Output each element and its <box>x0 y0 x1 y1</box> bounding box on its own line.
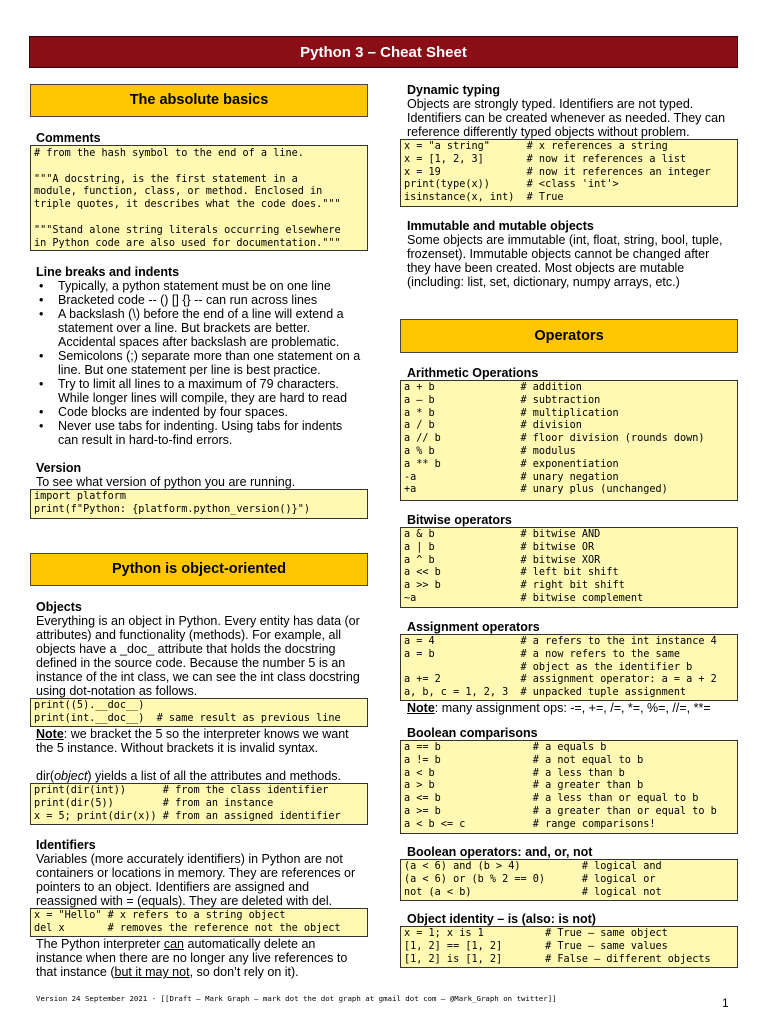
text-part: automatically delete an instance when there are no longer any live references to that instance ( <box>36 937 348 979</box>
identifiers-heading: Identifiers <box>36 838 96 852</box>
list-item: • Try to limit all lines to a maximum of 79 characters. While longer lines will compile, they are hard to read <box>36 377 361 405</box>
version-code-box: import platform print(f"Python: {platform.python_version()}") <box>30 489 368 519</box>
objects-code-box: print((5).__doc__) print(int.__doc__) # same result as previous line <box>30 698 368 727</box>
page-number: 1 <box>722 996 729 1010</box>
identifiers-code-box: x = "Hello" # x refers to a string object del x # removes the reference not the object <box>30 908 368 937</box>
list-item: • Never use tabs for indenting. Using tabs for indents can result in hard-to-find errors. <box>36 419 361 447</box>
comments-heading: Comments <box>36 131 101 145</box>
dynamic-typing-code-box: x = "a string" # x references a string x = [1, 2, 3] # now it references a list x = 19 # now it references an integer print(type(x)) # <class 'int'> isinstance(x, int) # True <box>400 139 738 207</box>
dynamic-typing-heading: Dynamic typing <box>407 83 501 97</box>
list-item: • Typically, a python statement must be on one line <box>36 279 361 293</box>
right-column-operators <box>404 366 741 968</box>
dynamic-typing-text: Objects are strongly typed. Identifiers are not typed. Identifiers can be created whenever as needed. They can reference differently typed objects without problem. <box>407 97 726 139</box>
identity-heading: Object identity – is (also: is not) <box>407 912 596 926</box>
boolean-comparisons-heading: Boolean comparisons <box>407 726 538 740</box>
objects-block <box>36 600 368 979</box>
dir-text <box>36 769 368 783</box>
note-text: : we bracket the 5 so the interpreter knows we want the 5 instance. Without brackets it is invalid syntax. <box>36 727 349 755</box>
arithmetic-code-box: a + b # addition a – b # subtraction a * b # multiplication a / b # division a // b # floor division (rounds down) a % b # modulus a ** b # exponentiation -a # unary negation +a # unary plus (unchanged) <box>400 380 738 501</box>
section-heading-basics: The absolute basics <box>30 84 368 117</box>
arithmetic-heading: Arithmetic Operations <box>407 366 539 380</box>
mutable-heading: Immutable and mutable objects <box>407 219 594 233</box>
line-breaks-list <box>36 279 361 447</box>
section-heading-object-oriented: Python is object-oriented <box>30 553 368 586</box>
bitwise-heading: Bitwise operators <box>407 513 512 527</box>
boolean-operators-heading: Boolean operators: and, or, not <box>407 845 593 859</box>
dir-suffix: ) yields a list of all the attributes and methods. <box>87 769 342 783</box>
text-emphasis: but it may not <box>114 965 190 979</box>
right-column-top <box>404 83 741 289</box>
list-item: • Code blocks are indented by four spaces. <box>36 405 361 419</box>
note-label: Note <box>407 701 435 715</box>
bitwise-code-box: a & b # bitwise AND a | b # bitwise OR a ^ b # bitwise XOR a << b # left bit shift a >> b # right bit shift ~a # bitwise complement <box>400 527 738 608</box>
list-item: • Bracketed code -- () [] {} -- can run across lines <box>36 293 361 307</box>
page-title: Python 3 – Cheat Sheet <box>29 36 738 68</box>
identifiers-text-2 <box>36 937 362 979</box>
text-part: , so don’t rely on it). <box>189 965 299 979</box>
left-column <box>36 131 368 519</box>
dir-code-box: print(dir(int)) # from the class identifier print(dir(5)) # from an instance x = 5; print(dir(x)) # from an assigned identifier <box>30 783 368 825</box>
assignment-code-box: a = 4 # a refers to the int instance 4 a = b # a now refers to the same # object as the identifier b a += 2 # assignment operator: a = a + 2 a, b, c = 1, 2, 3 # unpacked tuple assignment <box>400 634 738 701</box>
dir-arg: object <box>54 769 88 783</box>
version-heading: Version <box>36 461 82 475</box>
version-text: To see what version of python you are running. <box>36 475 296 489</box>
identity-code-box: x = 1; x is 1 # True – same object [1, 2] == [1, 2] # True – same values [1, 2] is [1, 2] # False – different objects <box>400 926 738 968</box>
boolean-operators-code-box: (a < 6) and (b > 4) # logical and (a < 6) or (b % 2 == 0) # logical or not (a < b) # logical not <box>400 859 738 901</box>
note-text: : many assignment ops: -=, +=, /=, *=, %=, //=, **= <box>434 701 711 715</box>
line-breaks-heading: Line breaks and indents <box>36 265 180 279</box>
dir-prefix: dir( <box>36 769 55 783</box>
note-label: Note <box>36 727 64 741</box>
assignment-note <box>407 701 741 715</box>
list-item: • A backslash (\) before the end of a line will extend a statement over a line. But brackets are better. Accidental spaces after backslash are problematic. <box>36 307 361 349</box>
comments-code-box: # from the hash symbol to the end of a line. """A docstring, is the first statement in a module, function, class, or method. Enclosed in triple quotes, it describes what the code does.""" """Stand alone string literals occurring elsewhere in Python code are also used for documentation.""" <box>30 145 368 251</box>
text-part: The Python interpreter <box>36 937 164 951</box>
mutable-text: Some objects are immutable (int, float, string, bool, tuple, frozenset). Immutable objects cannot be changed after they have been created. Most objects are mutable (including: list, set, dictionary, numpy arrays, etc.) <box>407 233 723 289</box>
objects-heading: Objects <box>36 600 82 614</box>
boolean-comparisons-code-box: a == b # a equals b a != b # a not equal to b a < b # a less than b a > b # a greater than b a <= b # a less than or equal to b a >= b # a greater than or equal to b a < b <= c # range comparisons! <box>400 740 738 834</box>
assignment-heading: Assignment operators <box>407 620 540 634</box>
objects-note <box>36 727 362 755</box>
text-emphasis: can <box>163 937 185 951</box>
identifiers-text: Variables (more accurately identifiers) in Python are not containers or locations in memory. They are references or pointers to an object. Identifiers are assigned and reassigned with = (equals). They are deleted with del. <box>36 852 356 908</box>
list-item: • Semicolons (;) separate more than one statement on a line. But one statement per line is best practice. <box>36 349 361 377</box>
footer-text: Version 24 September 2021 - [[Draft — Mark Graph — mark dot the dot graph at gmail dot com — @Mark_Graph on twitter]] <box>36 994 557 1003</box>
objects-text: Everything is an object in Python. Every entity has data (or attributes) and functionality (methods). For example, all objects have a _doc_ attribute that holds the docstring defined in the source code. Because the number 5 is an instance of the int class, we can see the int class docstring using dot-notation as follows. <box>36 614 360 698</box>
section-heading-operators: Operators <box>400 319 738 353</box>
